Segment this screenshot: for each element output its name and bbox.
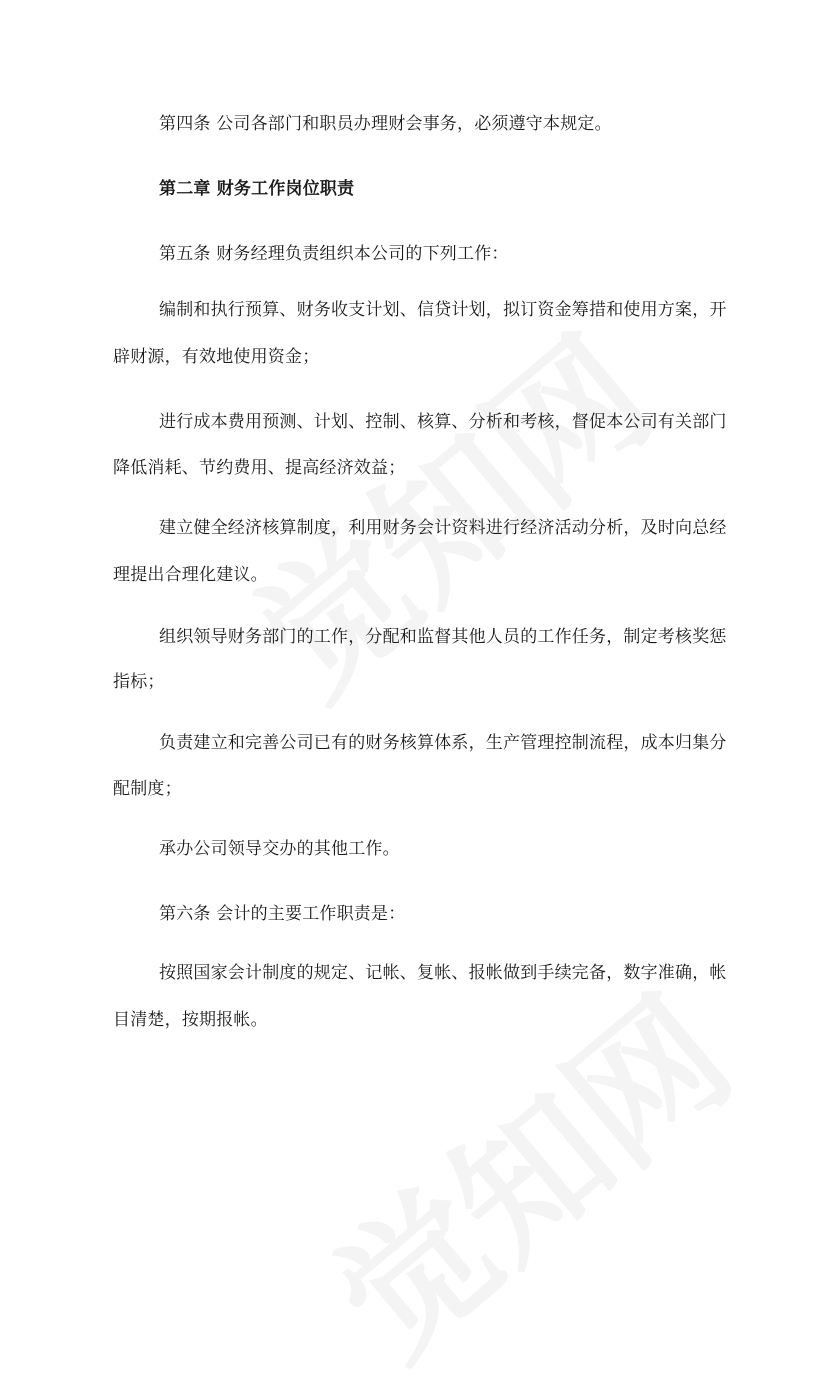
article-6-text: 第六条 会计的主要工作职责是： xyxy=(159,904,406,924)
watermark-text-lower xyxy=(283,941,767,1395)
chapter-2-heading: 第二章 财务工作岗位职责 xyxy=(159,179,355,199)
duty-cost-line-1: 进行成本费用预测、计划、控制、核算、分析和考核，督促本公司有关部门 xyxy=(159,412,727,432)
duty-budget-line-1: 编制和执行预算、财务收支计划、信贷计划，拟订资金筹措和使用方案，开 xyxy=(159,300,727,320)
duty-accounting-line-1: 建立健全经济核算制度，利用财务会计资料进行经济活动分析，及时向总经 xyxy=(159,518,727,538)
duty-cost-line-2: 降低消耗、节约费用、提高经济效益； xyxy=(113,458,406,478)
duty-system-line-2: 配制度； xyxy=(113,779,182,799)
accountant-duty-line-2: 目清楚，按期报帐。 xyxy=(113,1010,268,1030)
duty-other-text: 承办公司领导交办的其他工作。 xyxy=(159,839,400,859)
duty-leadership-line-1: 组织领导财务部门的工作，分配和监督其他人员的工作任务，制定考核奖惩 xyxy=(159,627,727,647)
article-5-text: 第五条 财务经理负责组织本公司的下列工作： xyxy=(159,244,509,264)
duty-accounting-line-2: 理提出合理化建议。 xyxy=(113,565,268,585)
duty-leadership-line-2: 指标； xyxy=(113,672,165,692)
duty-system-line-1: 负责建立和完善公司已有的财务核算体系，生产管理控制流程，成本归集分 xyxy=(159,733,727,753)
accountant-duty-line-1: 按照国家会计制度的规定、记帐、复帐、报帐做到手续完备，数字准确，帐 xyxy=(159,963,727,983)
article-4-text: 第四条 公司各部门和职员办理财会事务，必须遵守本规定。 xyxy=(159,114,612,134)
duty-budget-line-2: 辟财源，有效地使用资金； xyxy=(113,347,320,367)
